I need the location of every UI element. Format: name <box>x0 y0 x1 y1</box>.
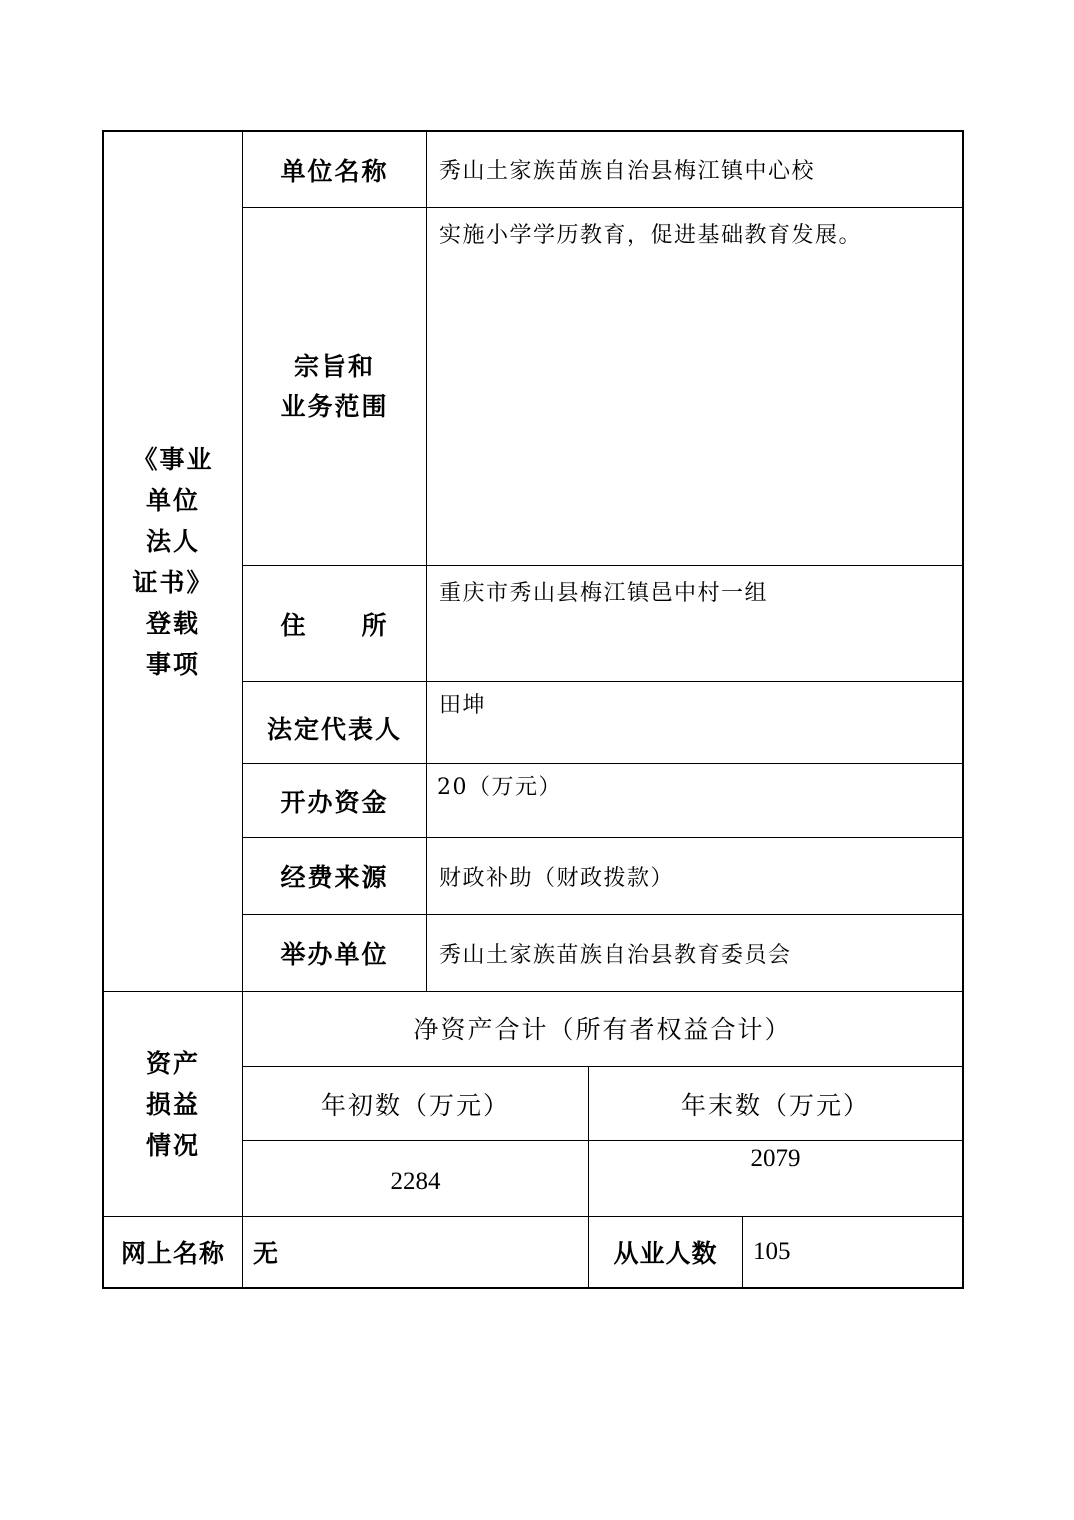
table-border-right <box>962 130 964 1289</box>
sponsor-value: 秀山土家族苗族自治县教育委员会 <box>439 942 792 968</box>
funding-label: 经费来源 <box>280 863 389 892</box>
staff-count-value: 105 <box>753 1238 791 1265</box>
purpose-label <box>243 208 426 565</box>
funding-value: 财政补助（财政拨款） <box>439 865 675 891</box>
legal-rep-value: 田坤 <box>439 693 487 718</box>
registration-section-label <box>104 132 242 991</box>
online-name-value: 无 <box>253 1239 281 1268</box>
unit-name-label: 单位名称 <box>280 156 389 186</box>
purpose-label-line: 宗旨和 <box>293 351 375 381</box>
staff-count-label: 从业人数 <box>613 1239 718 1268</box>
address-value: 重庆市秀山县梅江镇邑中村一组 <box>439 581 769 606</box>
assets-label-line: 资产 <box>145 1048 200 1078</box>
capital-value: 20（万元） <box>437 775 562 800</box>
capital-label: 开办资金 <box>280 787 389 817</box>
purpose-value: 实施小学学历教育，促进基础教育发展。 <box>439 223 863 248</box>
end-of-year-value: 2079 <box>750 1145 801 1172</box>
section-label-line: 单位 <box>145 485 200 515</box>
table-border-bottom <box>102 1287 964 1289</box>
end-of-year-label: 年末数（万元） <box>680 1090 870 1120</box>
online-name-label: 网上名称 <box>120 1239 225 1268</box>
section-label-line: 登载 <box>145 608 200 638</box>
sponsor-label: 举办单位 <box>280 940 389 969</box>
section-label-line: 法人 <box>145 526 200 556</box>
begin-of-year-label: 年初数（万元） <box>320 1090 510 1120</box>
assets-label-line: 损益 <box>145 1089 200 1119</box>
purpose-label-line: 业务范围 <box>280 391 389 421</box>
section-label-line: 事项 <box>145 649 200 679</box>
legal-rep-label: 法定代表人 <box>266 714 402 744</box>
unit-name-value: 秀山土家族苗族自治县梅江镇中心校 <box>439 159 816 184</box>
assets-section-label <box>104 992 242 1216</box>
section-label-line: 证书》 <box>132 567 214 597</box>
assets-label-line: 情况 <box>145 1130 200 1160</box>
net-assets-header: 净资产合计（所有者权益合计） <box>413 1015 792 1044</box>
address-label: 住 所 <box>280 610 389 640</box>
section-label-line: 《事业 <box>132 444 214 474</box>
begin-of-year-value: 2284 <box>390 1168 441 1195</box>
